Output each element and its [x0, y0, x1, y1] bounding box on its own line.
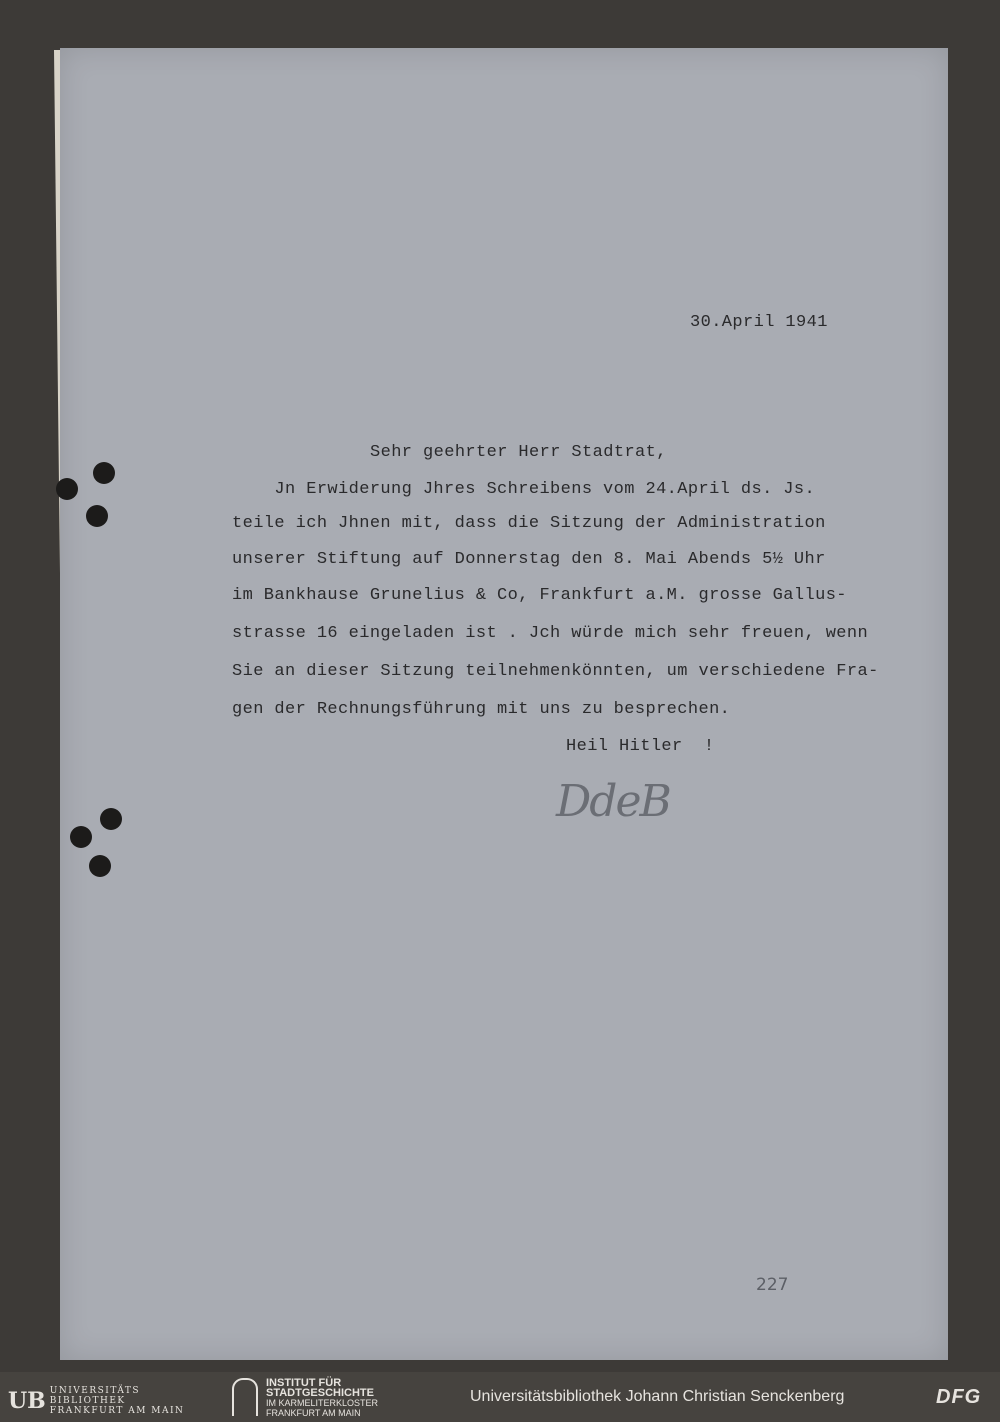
ub-logo-line: UNIVERSITÄTS — [49, 1386, 141, 1396]
handwritten-page-number: 227 — [756, 1275, 789, 1295]
footer-bar — [0, 1372, 1000, 1422]
ub-logo-line: FRANKFURT AM MAIN — [49, 1406, 185, 1416]
handwritten-signature: DdeB — [556, 776, 670, 827]
letter-closing: Heil Hitler ! — [566, 737, 715, 756]
arch-icon — [232, 1378, 258, 1416]
dfg-logo[interactable]: DFG — [936, 1386, 982, 1408]
letter-body-line: Sie an dieser Sitzung teilnehmenkönnten, um verschiedene Fra- — [232, 662, 879, 681]
ub-logo-line: BIBLIOTHEK — [49, 1396, 126, 1406]
letter-body-line: Jn Erwiderung Jhres Schreibens vom 24.April ds. Js. — [232, 480, 816, 499]
letter-body-line: teile ich Jhnen mit, dass die Sitzung der Administration — [232, 514, 826, 533]
footer-caption: Universitätsbibliothek Johann Christian Senckenberg — [470, 1388, 845, 1405]
isg-logo-line: IM KARMELITERKLOSTER — [266, 1398, 379, 1408]
letter-date: 30.April 1941 — [690, 313, 828, 332]
ub-logo-mark: UB — [8, 1388, 46, 1414]
isg-logo[interactable] — [232, 1378, 378, 1418]
isg-logo-line: FRANKFURT AM MAIN — [266, 1408, 361, 1418]
punch-hole — [89, 855, 111, 877]
letter-body-line: gen der Rechnungsführung mit uns zu besprechen. — [232, 700, 731, 719]
letter-body-line: unserer Stiftung auf Donnerstag den 8. Mai Abends 5½ Uhr — [232, 550, 826, 569]
punch-hole — [70, 826, 92, 848]
punch-hole — [100, 808, 122, 830]
punch-hole — [86, 505, 108, 527]
letter-body-line: im Bankhause Grunelius & Co, Frankfurt a.M. grosse Gallus- — [232, 586, 847, 605]
isg-logo-line: STADTGESCHICHTE — [266, 1387, 374, 1399]
letter-salutation: Sehr geehrter Herr Stadtrat, — [370, 443, 667, 462]
isg-logo-line: INSTITUT FÜR — [266, 1377, 342, 1389]
punch-hole — [93, 462, 115, 484]
ub-logo[interactable] — [8, 1386, 184, 1416]
punch-hole — [56, 478, 78, 500]
letter-body-line: strasse 16 eingeladen ist . Jch würde mich sehr freuen, wenn — [232, 624, 869, 643]
